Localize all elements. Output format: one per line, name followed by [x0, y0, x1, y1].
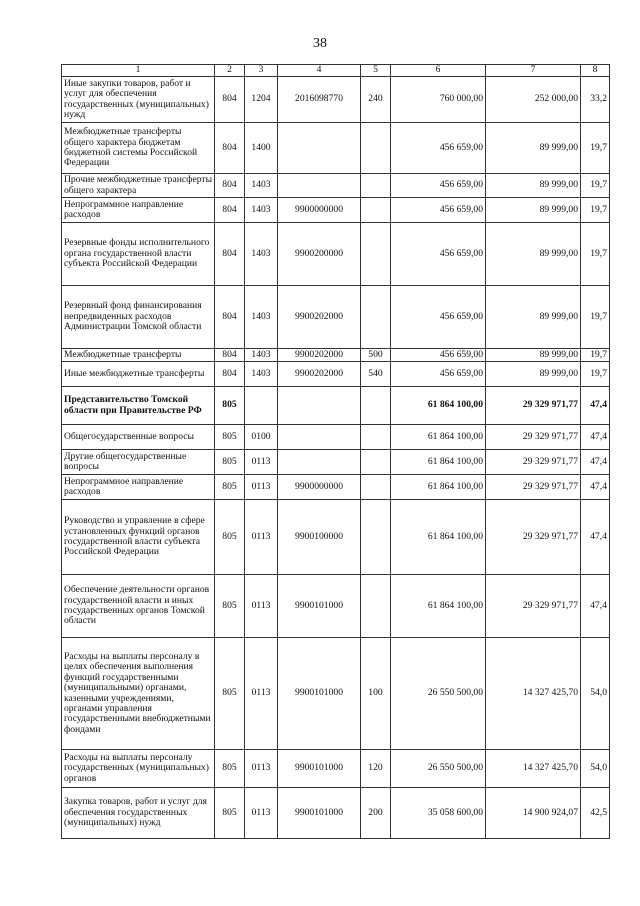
execution-percent: 47,4 [581, 475, 610, 500]
row-name: Непрограммное направление расходов [62, 475, 215, 500]
planned-amount: 26 550 500,00 [391, 750, 486, 788]
expense-type-code [361, 475, 391, 500]
target-article-code [278, 123, 361, 174]
table-body [62, 77, 610, 839]
table-row [62, 362, 610, 387]
expense-type-code: 120 [361, 750, 391, 788]
ministry-code: 804 [215, 77, 245, 123]
execution-percent: 19,7 [581, 174, 610, 198]
ministry-code: 805 [215, 638, 245, 750]
executed-amount: 29 329 971,77 [486, 500, 581, 575]
execution-percent: 33,2 [581, 77, 610, 123]
section-code: 0113 [245, 575, 278, 638]
ministry-code: 804 [215, 286, 245, 349]
planned-amount: 456 659,00 [391, 198, 486, 223]
expense-type-code [361, 198, 391, 223]
planned-amount: 61 864 100,00 [391, 475, 486, 500]
executed-amount: 29 329 971,77 [486, 387, 581, 425]
section-code: 1403 [245, 349, 278, 362]
ministry-code: 804 [215, 174, 245, 198]
section-code: 0100 [245, 425, 278, 450]
executed-amount: 14 327 425,70 [486, 638, 581, 750]
executed-amount: 89 999,00 [486, 286, 581, 349]
header-row [62, 65, 610, 77]
header-cell: 3 [245, 65, 278, 77]
header-cell: 5 [361, 65, 391, 77]
planned-amount: 456 659,00 [391, 123, 486, 174]
row-name: Расходы на выплаты персоналу государственных (муниципальных) органов [62, 750, 215, 788]
header-cell: 7 [486, 65, 581, 77]
table-row [62, 77, 610, 123]
table-row [62, 638, 610, 750]
row-name: Расходы на выплаты персоналу в целях обеспечения выполнения функций государственными (муниципальными) органами, казенными учреждениями, органами управления государственными внебюджетными фондами [62, 638, 215, 750]
row-name: Иные межбюджетные трансферты [62, 362, 215, 387]
planned-amount: 456 659,00 [391, 174, 486, 198]
section-code: 1403 [245, 362, 278, 387]
target-article-code [278, 450, 361, 475]
executed-amount: 29 329 971,77 [486, 425, 581, 450]
budget-table [61, 64, 610, 839]
section-code: 0113 [245, 788, 278, 839]
executed-amount: 89 999,00 [486, 223, 581, 286]
row-name: Иные закупки товаров, работ и услуг для обеспечения государственных (муниципальных) нужд [62, 77, 215, 123]
expense-type-code [361, 387, 391, 425]
execution-percent: 54,0 [581, 750, 610, 788]
section-code: 0113 [245, 750, 278, 788]
target-article-code: 9900000000 [278, 198, 361, 223]
table-row [62, 198, 610, 223]
table-row [62, 500, 610, 575]
row-name: Резервный фонд финансирования непредвиденных расходов Администрации Томской области [62, 286, 215, 349]
table-row [62, 575, 610, 638]
ministry-code: 804 [215, 198, 245, 223]
expense-type-code [361, 223, 391, 286]
target-article-code: 9900202000 [278, 349, 361, 362]
ministry-code: 805 [215, 425, 245, 450]
header-cell: 6 [391, 65, 486, 77]
executed-amount: 89 999,00 [486, 123, 581, 174]
target-article-code [278, 425, 361, 450]
execution-percent: 19,7 [581, 123, 610, 174]
section-code [245, 387, 278, 425]
execution-percent: 19,7 [581, 223, 610, 286]
planned-amount: 26 550 500,00 [391, 638, 486, 750]
row-name: Межбюджетные трансферты [62, 349, 215, 362]
header-cell: 1 [62, 65, 215, 77]
planned-amount: 61 864 100,00 [391, 500, 486, 575]
expense-type-code [361, 123, 391, 174]
row-name: Обеспечение деятельности органов государственной власти и иных государственных органов Томской области [62, 575, 215, 638]
section-code: 1403 [245, 174, 278, 198]
planned-amount: 456 659,00 [391, 349, 486, 362]
expense-type-code [361, 425, 391, 450]
planned-amount: 61 864 100,00 [391, 575, 486, 638]
header-cell: 4 [278, 65, 361, 77]
executed-amount: 89 999,00 [486, 198, 581, 223]
execution-percent: 47,4 [581, 425, 610, 450]
table-row [62, 123, 610, 174]
planned-amount: 35 058 600,00 [391, 788, 486, 839]
page-number: 38 [313, 36, 327, 51]
target-article-code: 9900101000 [278, 638, 361, 750]
section-code: 0113 [245, 475, 278, 500]
expense-type-code: 500 [361, 349, 391, 362]
planned-amount: 456 659,00 [391, 223, 486, 286]
row-name: Резервные фонды исполнительного органа государственной власти субъекта Российской Федерации [62, 223, 215, 286]
execution-percent: 47,4 [581, 575, 610, 638]
expense-type-code: 240 [361, 77, 391, 123]
ministry-code: 804 [215, 362, 245, 387]
section-code: 1400 [245, 123, 278, 174]
execution-percent: 47,4 [581, 500, 610, 575]
expense-type-code [361, 174, 391, 198]
table-row [62, 223, 610, 286]
section-code: 1204 [245, 77, 278, 123]
execution-percent: 19,7 [581, 286, 610, 349]
expense-type-code: 200 [361, 788, 391, 839]
target-article-code: 9900202000 [278, 286, 361, 349]
executed-amount: 252 000,00 [486, 77, 581, 123]
target-article-code: 9900000000 [278, 475, 361, 500]
ministry-code: 805 [215, 475, 245, 500]
ministry-code: 805 [215, 387, 245, 425]
row-name: Другие общегосударственные вопросы [62, 450, 215, 475]
header-cell: 2 [215, 65, 245, 77]
table-row [62, 750, 610, 788]
planned-amount: 61 864 100,00 [391, 425, 486, 450]
executed-amount: 14 900 924,07 [486, 788, 581, 839]
planned-amount: 61 864 100,00 [391, 450, 486, 475]
planned-amount: 61 864 100,00 [391, 387, 486, 425]
ministry-code: 805 [215, 750, 245, 788]
execution-percent: 19,7 [581, 349, 610, 362]
table-row [62, 425, 610, 450]
executed-amount: 29 329 971,77 [486, 475, 581, 500]
row-name: Общегосударственные вопросы [62, 425, 215, 450]
ministry-code: 804 [215, 123, 245, 174]
table-row [62, 788, 610, 839]
table-row [62, 349, 610, 362]
expense-type-code [361, 500, 391, 575]
section-code: 1403 [245, 198, 278, 223]
target-article-code: 9900101000 [278, 575, 361, 638]
ministry-code: 805 [215, 500, 245, 575]
section-code: 0113 [245, 450, 278, 475]
target-article-code: 2016098770 [278, 77, 361, 123]
execution-percent: 54,0 [581, 638, 610, 750]
header-cell: 8 [581, 65, 610, 77]
row-name: Закупка товаров, работ и услуг для обеспечения государственных (муниципальных) нужд [62, 788, 215, 839]
table-row [62, 450, 610, 475]
ministry-code: 805 [215, 575, 245, 638]
execution-percent: 19,7 [581, 362, 610, 387]
execution-percent: 47,4 [581, 450, 610, 475]
expense-type-code: 540 [361, 362, 391, 387]
row-name: Прочие межбюджетные трансферты общего характера [62, 174, 215, 198]
section-code: 0113 [245, 500, 278, 575]
ministry-code: 805 [215, 788, 245, 839]
target-article-code [278, 387, 361, 425]
ministry-code: 804 [215, 349, 245, 362]
executed-amount: 14 327 425,70 [486, 750, 581, 788]
expense-type-code: 100 [361, 638, 391, 750]
executed-amount: 89 999,00 [486, 349, 581, 362]
target-article-code [278, 174, 361, 198]
section-code: 1403 [245, 286, 278, 349]
planned-amount: 456 659,00 [391, 286, 486, 349]
target-article-code: 9900200000 [278, 223, 361, 286]
planned-amount: 456 659,00 [391, 362, 486, 387]
expense-type-code [361, 450, 391, 475]
table-row [62, 174, 610, 198]
target-article-code: 9900101000 [278, 750, 361, 788]
execution-percent: 42,5 [581, 788, 610, 839]
target-article-code: 9900100000 [278, 500, 361, 575]
table-row [62, 387, 610, 425]
expense-type-code [361, 575, 391, 638]
executed-amount: 89 999,00 [486, 362, 581, 387]
execution-percent: 47,4 [581, 387, 610, 425]
table-row [62, 286, 610, 349]
row-name: Руководство и управление в сфере установленных функций органов государственной власти субъекта Российской Федерации [62, 500, 215, 575]
executed-amount: 89 999,00 [486, 174, 581, 198]
section-code: 0113 [245, 638, 278, 750]
row-name: Межбюджетные трансферты общего характера бюджетам бюджетной системы Российской Федерации [62, 123, 215, 174]
executed-amount: 29 329 971,77 [486, 450, 581, 475]
table-row [62, 475, 610, 500]
executed-amount: 29 329 971,77 [486, 575, 581, 638]
execution-percent: 19,7 [581, 198, 610, 223]
ministry-code: 804 [215, 223, 245, 286]
target-article-code: 9900101000 [278, 788, 361, 839]
planned-amount: 760 000,00 [391, 77, 486, 123]
target-article-code: 9900202000 [278, 362, 361, 387]
row-name: Представительство Томской области при Правительстве РФ [62, 387, 215, 425]
section-code: 1403 [245, 223, 278, 286]
row-name: Непрограммное направление расходов [62, 198, 215, 223]
expense-type-code [361, 286, 391, 349]
ministry-code: 805 [215, 450, 245, 475]
